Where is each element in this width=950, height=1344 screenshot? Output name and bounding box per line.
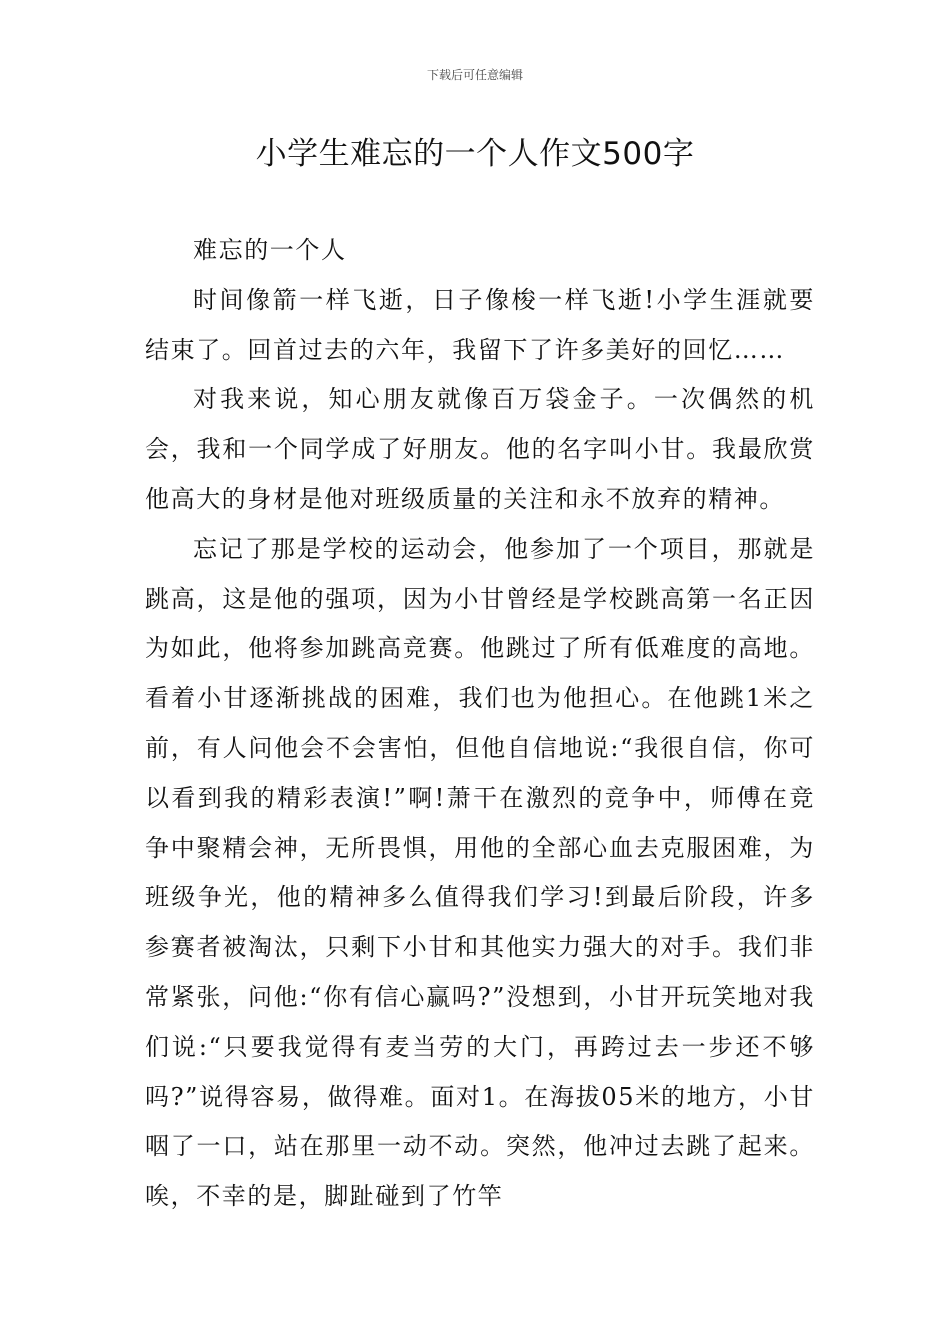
header-note: 下载后可任意编辑 — [426, 68, 523, 82]
paragraph: 忘记了那是学校的运动会，他参加了一个项目，那就是跳高，这是他的强项，因为小甘曾经是学校跳高第一名正因为如此，他将参加跳高竞赛。他跳过了所有低难度的高地。看着小甘逐渐挑战的困难，我们也为他担心。在他跳1米之前，有人问他会不会害怕，但他自信地说:“我很自信，你可以看到我的精彩表演!”啊!萧干在激烈的竞争中，师傅在竞争中聚精会神，无所畏惧，用他的全部心血去克服困难，为班级争光，他的精神多么值得我们学习!到最后阶段，许多参赛者被淘汰，只剩下小甘和其他实力强大的对手。我们非常紧张，问他:“你有信心赢吗?”没想到，小甘开玩笑地对我们说:“只要我觉得有麦当劳的大门，再跨过去一步还不够吗?”说得容易，做得难。面对1。在海拔05米的地方，小甘咽了一口，站在那里一动不动。突然，他冲过去跳了起来。唉，不幸的是，脚趾碰到了竹竿 — [145, 534, 815, 1211]
document-body — [145, 226, 815, 1222]
paragraph: 时间像箭一样飞逝，日子像梭一样飞逝!小学生涯就要结束了。回首过去的六年，我留下了许多美好的回忆…… — [145, 285, 815, 364]
paragraph: 对我来说，知心朋友就像百万袋金子。一次偶然的机会，我和一个同学成了好朋友。他的名字叫小甘。我最欣赏他高大的身材是他对班级质量的关注和永不放弃的精神。 — [145, 385, 815, 513]
paragraph-subtitle: 难忘的一个人 — [193, 236, 347, 264]
document-title: 小学生难忘的一个人作文500字 — [255, 136, 695, 172]
